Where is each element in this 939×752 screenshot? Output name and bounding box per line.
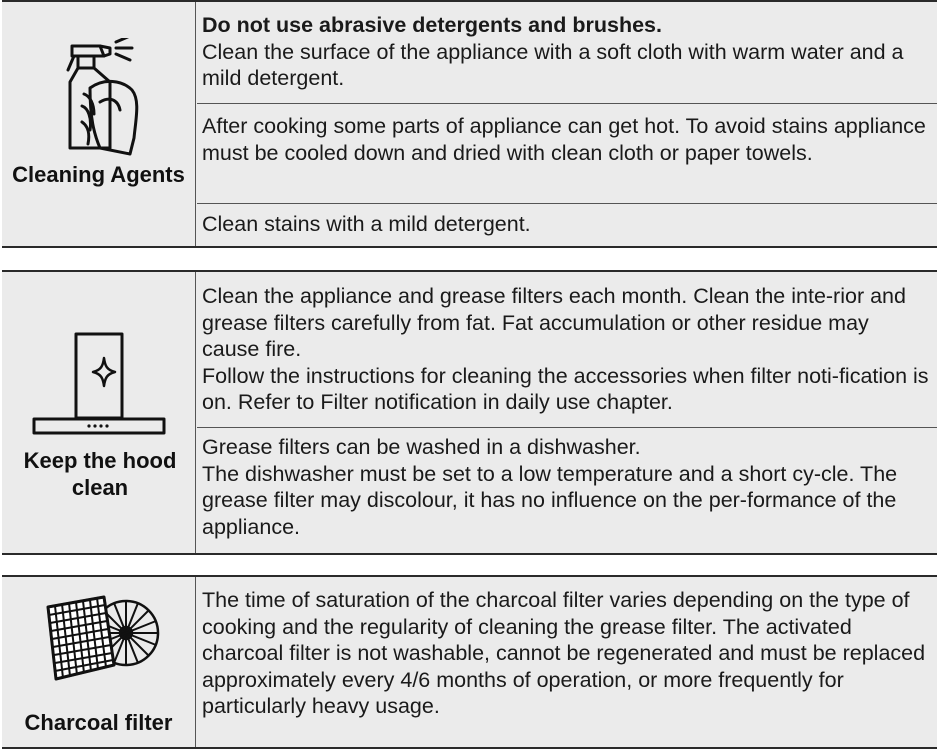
instruction-text: Clean the appliance and grease filters each month. Clean the inte-rior and grease filters carefully from fat. Fat accumulation or other residue may cause fire. xyxy=(202,284,906,361)
row-divider xyxy=(197,103,937,104)
section-label: Charcoal filter xyxy=(24,710,173,735)
row-divider xyxy=(197,203,937,204)
section-label: Keep the hood clean xyxy=(23,448,177,500)
instruction-row xyxy=(197,113,937,166)
instruction-row xyxy=(197,587,937,720)
instruction-text: The dishwasher must be set to a low temperature and a short cy-cle. The grease filter may discolour, it has no influence on the per-formance of the appliance. xyxy=(202,461,898,539)
section-charcoal-filter xyxy=(2,575,937,749)
instruction-text: Clean stains with a mild detergent. xyxy=(202,212,531,236)
instruction-text: After cooking some parts of appliance can get hot. To avoid stains appliance must be cooled down and dried with clean cloth or paper towels. xyxy=(202,114,926,165)
spray-bottle-cloth-icon xyxy=(60,38,148,163)
section-keep-hood-clean xyxy=(2,270,937,555)
charcoal-filter-icon xyxy=(40,587,162,690)
section-label-cell xyxy=(2,2,195,246)
section-content xyxy=(197,2,937,246)
instruction-text: Grease filters can be washed in a dishwasher. xyxy=(202,435,641,459)
column-divider xyxy=(195,272,196,553)
instruction-row xyxy=(197,211,937,238)
instruction-row xyxy=(197,434,937,540)
clean-hood-icon xyxy=(31,332,167,441)
section-content xyxy=(197,272,937,553)
instruction-text: Follow the instructions for cleaning the accessories when filter noti-fication is on. Refer to Filter notification in daily use chapter. xyxy=(202,363,929,414)
instruction-text: The time of saturation of the charcoal filter varies depending on the type of cooking and the regularity of cleaning the grease filter. The activated charcoal filter is not washable, cannot be regenerated and must be replaced approximately every 4/6 months of operation, or more frequently for particularly heavy usage. xyxy=(202,588,926,718)
section-content xyxy=(197,577,937,747)
section-label-cell xyxy=(2,272,195,553)
instruction-row xyxy=(197,12,937,92)
instruction-row xyxy=(197,283,937,416)
warning-heading: Do not use abrasive detergents and brushes. xyxy=(202,13,662,37)
column-divider xyxy=(195,2,196,246)
section-label-cell xyxy=(2,577,195,747)
row-divider xyxy=(197,427,937,428)
instruction-text: Clean the surface of the appliance with a soft cloth with warm water and a mild detergent. xyxy=(202,39,904,90)
column-divider xyxy=(195,577,196,747)
section-cleaning-agents xyxy=(2,0,937,248)
section-label: Cleaning Agents xyxy=(12,162,185,187)
